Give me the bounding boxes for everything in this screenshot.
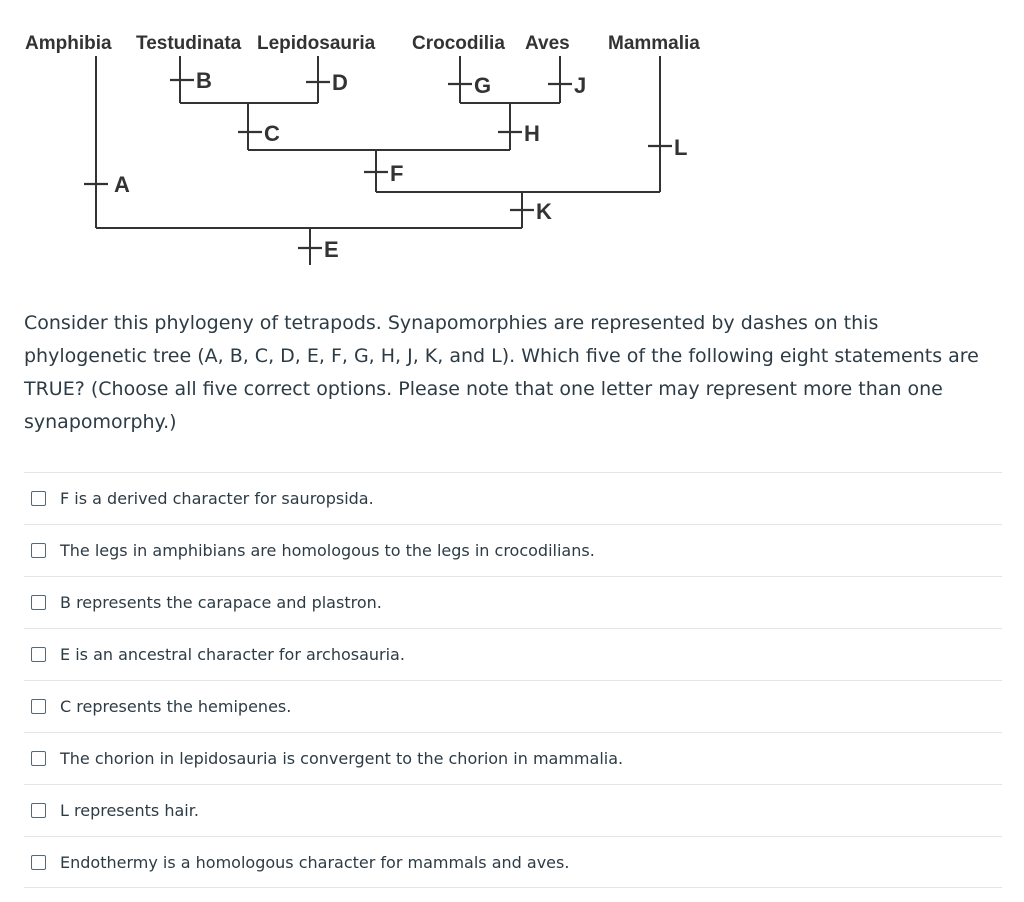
- answer-list: [24, 472, 1002, 888]
- dash-label-g: G: [474, 73, 492, 98]
- answer-option[interactable]: [24, 524, 1002, 576]
- checkbox[interactable]: [31, 491, 46, 506]
- synapomorphy-dashes: [84, 80, 672, 248]
- answer-option[interactable]: [24, 836, 1002, 888]
- checkbox[interactable]: [31, 803, 46, 818]
- taxon-crocodilia: Crocodilia: [412, 33, 505, 54]
- checkbox[interactable]: [31, 751, 46, 766]
- dash-label-d: D: [332, 70, 348, 95]
- dash-label-l: L: [674, 135, 688, 160]
- taxon-lepidosauria: Lepidosauria: [257, 33, 376, 54]
- checkbox[interactable]: [31, 699, 46, 714]
- question-text: Consider this phylogeny of tetrapods. Synapomorphies are represented by dashes on this phylogenetic tree (A, B, C, D, E, F, G, H, J, K, and L). Which five of the following eight statements are TRUE? (Choose all five correct options. Please note that one letter may represent more than one synapomorphy.): [24, 312, 979, 433]
- dash-label-f: F: [390, 161, 404, 186]
- taxon-mammalia: Mammalia: [608, 33, 700, 54]
- answer-label: B represents the carapace and plastron.: [60, 593, 382, 612]
- phylogenetic-tree: [0, 0, 1024, 275]
- answer-option[interactable]: [24, 732, 1002, 784]
- dash-label-b: B: [196, 68, 212, 93]
- answer-label: Endothermy is a homologous character for mammals and aves.: [60, 852, 570, 872]
- answer-option[interactable]: [24, 680, 1002, 732]
- answer-label: E is an ancestral character for archosauria.: [60, 645, 405, 664]
- answer-option[interactable]: [24, 784, 1002, 836]
- dash-label-a: A: [114, 172, 130, 197]
- answer-label: F is a derived character for sauropsida.: [60, 489, 374, 508]
- answer-label: The legs in amphibians are homologous to the legs in crocodilians.: [60, 541, 595, 560]
- taxon-testudinata: Testudinata: [136, 33, 242, 54]
- answer-option[interactable]: [24, 576, 1002, 628]
- answer-option[interactable]: [24, 472, 1002, 524]
- dash-label-k: K: [536, 199, 552, 224]
- checkbox[interactable]: [31, 647, 46, 662]
- checkbox[interactable]: [31, 595, 46, 610]
- checkbox[interactable]: [31, 855, 46, 870]
- taxon-aves: Aves: [525, 33, 570, 54]
- dash-label-h: H: [524, 121, 540, 146]
- answer-label: L represents hair.: [60, 801, 199, 820]
- taxon-amphibia: Amphibia: [25, 33, 112, 54]
- dash-label-j: J: [574, 73, 587, 98]
- answer-label: C represents the hemipenes.: [60, 697, 292, 716]
- dash-label-c: C: [264, 121, 280, 146]
- answer-option[interactable]: [24, 628, 1002, 680]
- dash-label-e: E: [324, 237, 339, 262]
- answer-label: The chorion in lepidosauria is convergent to the chorion in mammalia.: [60, 749, 624, 768]
- checkbox[interactable]: [31, 543, 46, 558]
